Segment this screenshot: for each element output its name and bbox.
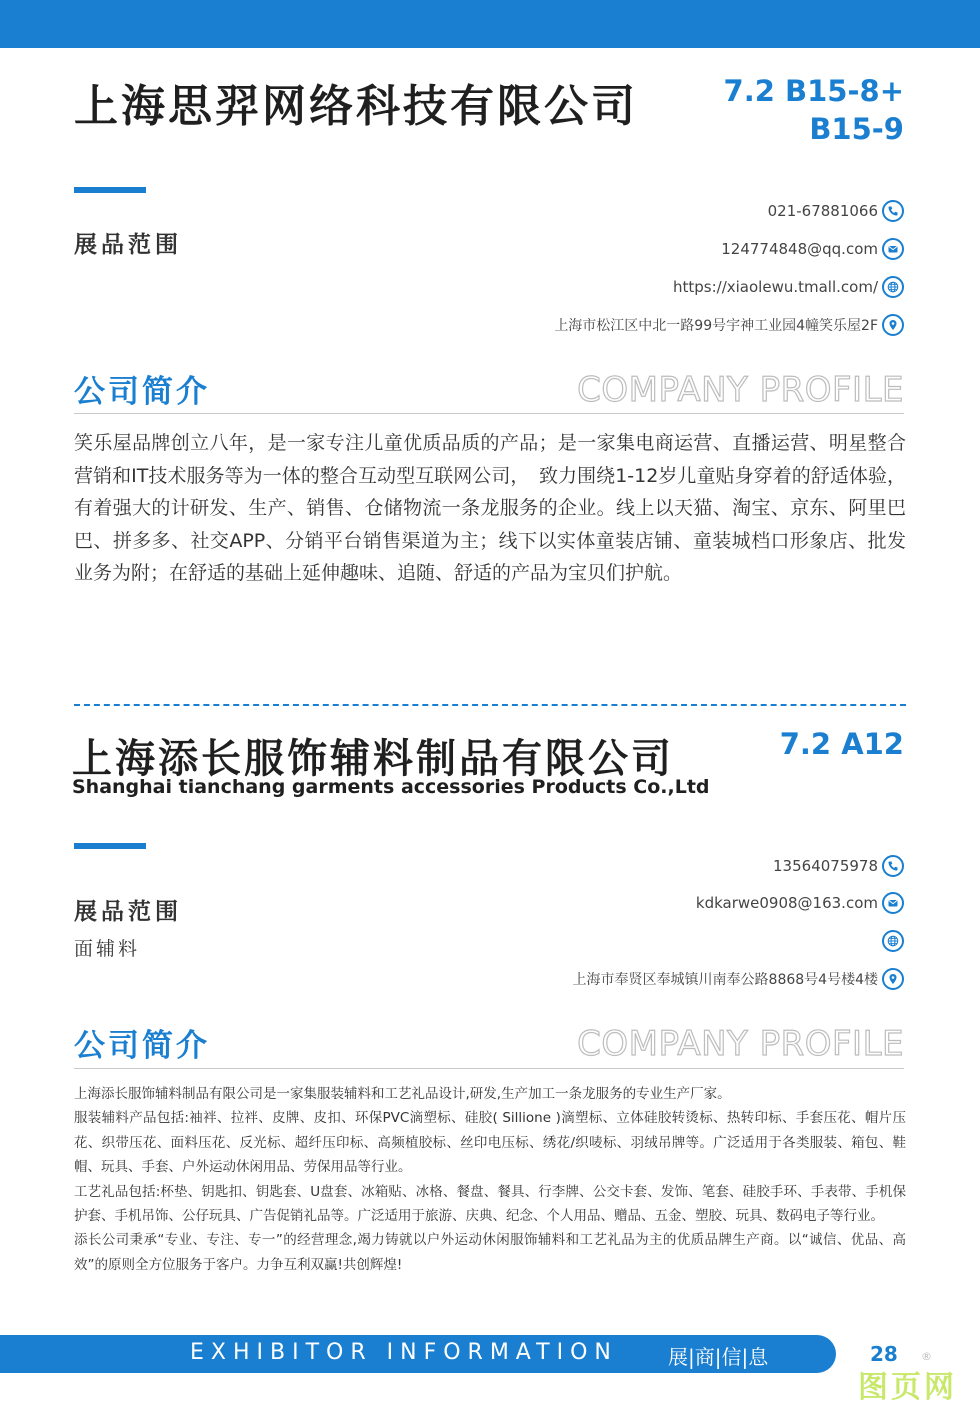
profile-text: 笑乐屋品牌创立八年，是一家专注儿童优质品质的产品；是一家集电商运营、直播运营、明星整合营销和IT技术服务等为一体的整合互动型互联网公司， 致力围绕1-12岁儿童贴身穿着的舒适体验，有着强大的计研发、生产、销售、仓储物流一条龙服务的企业。线上以天猫、淘宝、京东、阿里巴巴、拼多多、社交APP、分销平台销售渠道为主；线下以实体童装店铺、童装城档口形象店、批发业务为附；在舒适的基础上延伸趣味、追随、舒适的产品为宝贝们护航。 [74, 432, 906, 584]
address-text: 上海市松江区中北一路99号宇神工业园4幢笑乐屋2F [554, 318, 878, 334]
exhibit-items: 面辅料 [74, 938, 141, 960]
company-name-en: Shanghai tianchang garments accessories Products Co.,Ltd [72, 776, 710, 798]
accent-line [74, 187, 146, 193]
footer-title-cn: 展|商|信|息 [668, 1345, 769, 1369]
booth-number: 7.2 A12 [779, 727, 904, 761]
page-number: 28 [870, 1342, 898, 1366]
footer-title-en: EXHIBITOR INFORMATION [190, 1340, 618, 1365]
profile-title: 公司简介 [74, 1028, 210, 1064]
phone-number: 13564075978 [773, 857, 878, 875]
profile-paragraph: 上海添长服饰辅料制品有限公司是一家集服装辅料和工艺礼品设计,研发,生产加工一条龙服务的专业生产厂家。 [74, 1086, 731, 1102]
divider [74, 413, 904, 414]
email-row [721, 238, 904, 260]
address-row [573, 968, 904, 990]
email-row [696, 892, 904, 914]
address-row [554, 314, 904, 336]
profile-title-en: COMPANY PROFILE [577, 1024, 904, 1064]
booth-number [724, 72, 904, 148]
website-row [673, 276, 904, 298]
email-address[interactable]: kdkarwe0908@163.com [695, 894, 878, 912]
website-row [878, 930, 904, 952]
phone-row [768, 200, 904, 222]
booth-line-2: B15-9 [809, 112, 904, 146]
top-banner [0, 0, 980, 48]
company-name: 上海添长服饰辅料制品有限公司 [72, 736, 674, 782]
globe-icon [882, 276, 904, 298]
divider [74, 1068, 904, 1069]
company-name: 上海思羿网络科技有限公司 [74, 81, 638, 132]
dashed-separator [74, 704, 906, 706]
phone-icon [882, 200, 904, 222]
phone-icon [882, 855, 904, 877]
registered-mark: ® [921, 1350, 932, 1363]
watermark-logo: 图页网 [858, 1370, 957, 1405]
profile-paragraph: 添长公司秉承“专业、专注、专一”的经营理念,竭力铸就以户外运动休闲服饰辅料和工艺礼品为主的优质品牌生产商。以“诚信、优品、高效”的原则全方位服务于客户。力争互利双赢!共创辉煌! [74, 1232, 906, 1273]
exhibit-range-label: 展品范围 [74, 899, 182, 925]
profile-paragraph: 服装辅料产品包括:袖袢、拉袢、皮牌、皮扣、环保PVC滴塑标、硅胶( Sillione )滴塑标、立体硅胶转烫标、热转印标、手套压花、帽片压花、织带压花、面料压花、反光标、超纤压印标、高频植胶标、丝印电压标、绣花/织唛标、羽绒吊牌等。广泛适用于各类服装、箱包、鞋帽、玩具、手套、户外运动休闲用品、劳保用品等行业。 [74, 1110, 906, 1176]
profile-paragraph: 工艺礼品包括:杯垫、钥匙扣、钥匙套、U盘套、冰箱贴、冰格、餐盘、餐具、行李牌、公交卡套、发饰、笔套、硅胶手环、手表带、手机保护套、手机吊饰、公仔玩具、广告促销礼品等。广泛适用于旅游、庆典、纪念、个人用品、赠品、五金、塑胶、玩具、数码电子等行业。 [74, 1183, 906, 1225]
profile-title-en: COMPANY PROFILE [577, 370, 904, 410]
email-icon [882, 238, 904, 260]
phone-row [773, 855, 904, 877]
email-address[interactable]: 124774848@qq.com [721, 240, 878, 258]
exhibit-range-label: 展品范围 [74, 232, 182, 258]
accent-line [74, 843, 146, 849]
location-pin-icon [882, 314, 904, 336]
email-icon [882, 892, 904, 914]
phone-number: 021-67881066 [767, 202, 878, 220]
address-text: 上海市奉贤区奉城镇川南奉公路8868号4号楼4楼 [572, 972, 878, 988]
profile-text [74, 1082, 906, 1277]
profile-title: 公司简介 [74, 374, 210, 410]
booth-line-1: 7.2 B15-8+ [723, 74, 904, 108]
location-pin-icon [882, 968, 904, 990]
globe-icon [882, 930, 904, 952]
website-url[interactable]: https://xiaolewu.tmall.com/ [673, 278, 878, 296]
